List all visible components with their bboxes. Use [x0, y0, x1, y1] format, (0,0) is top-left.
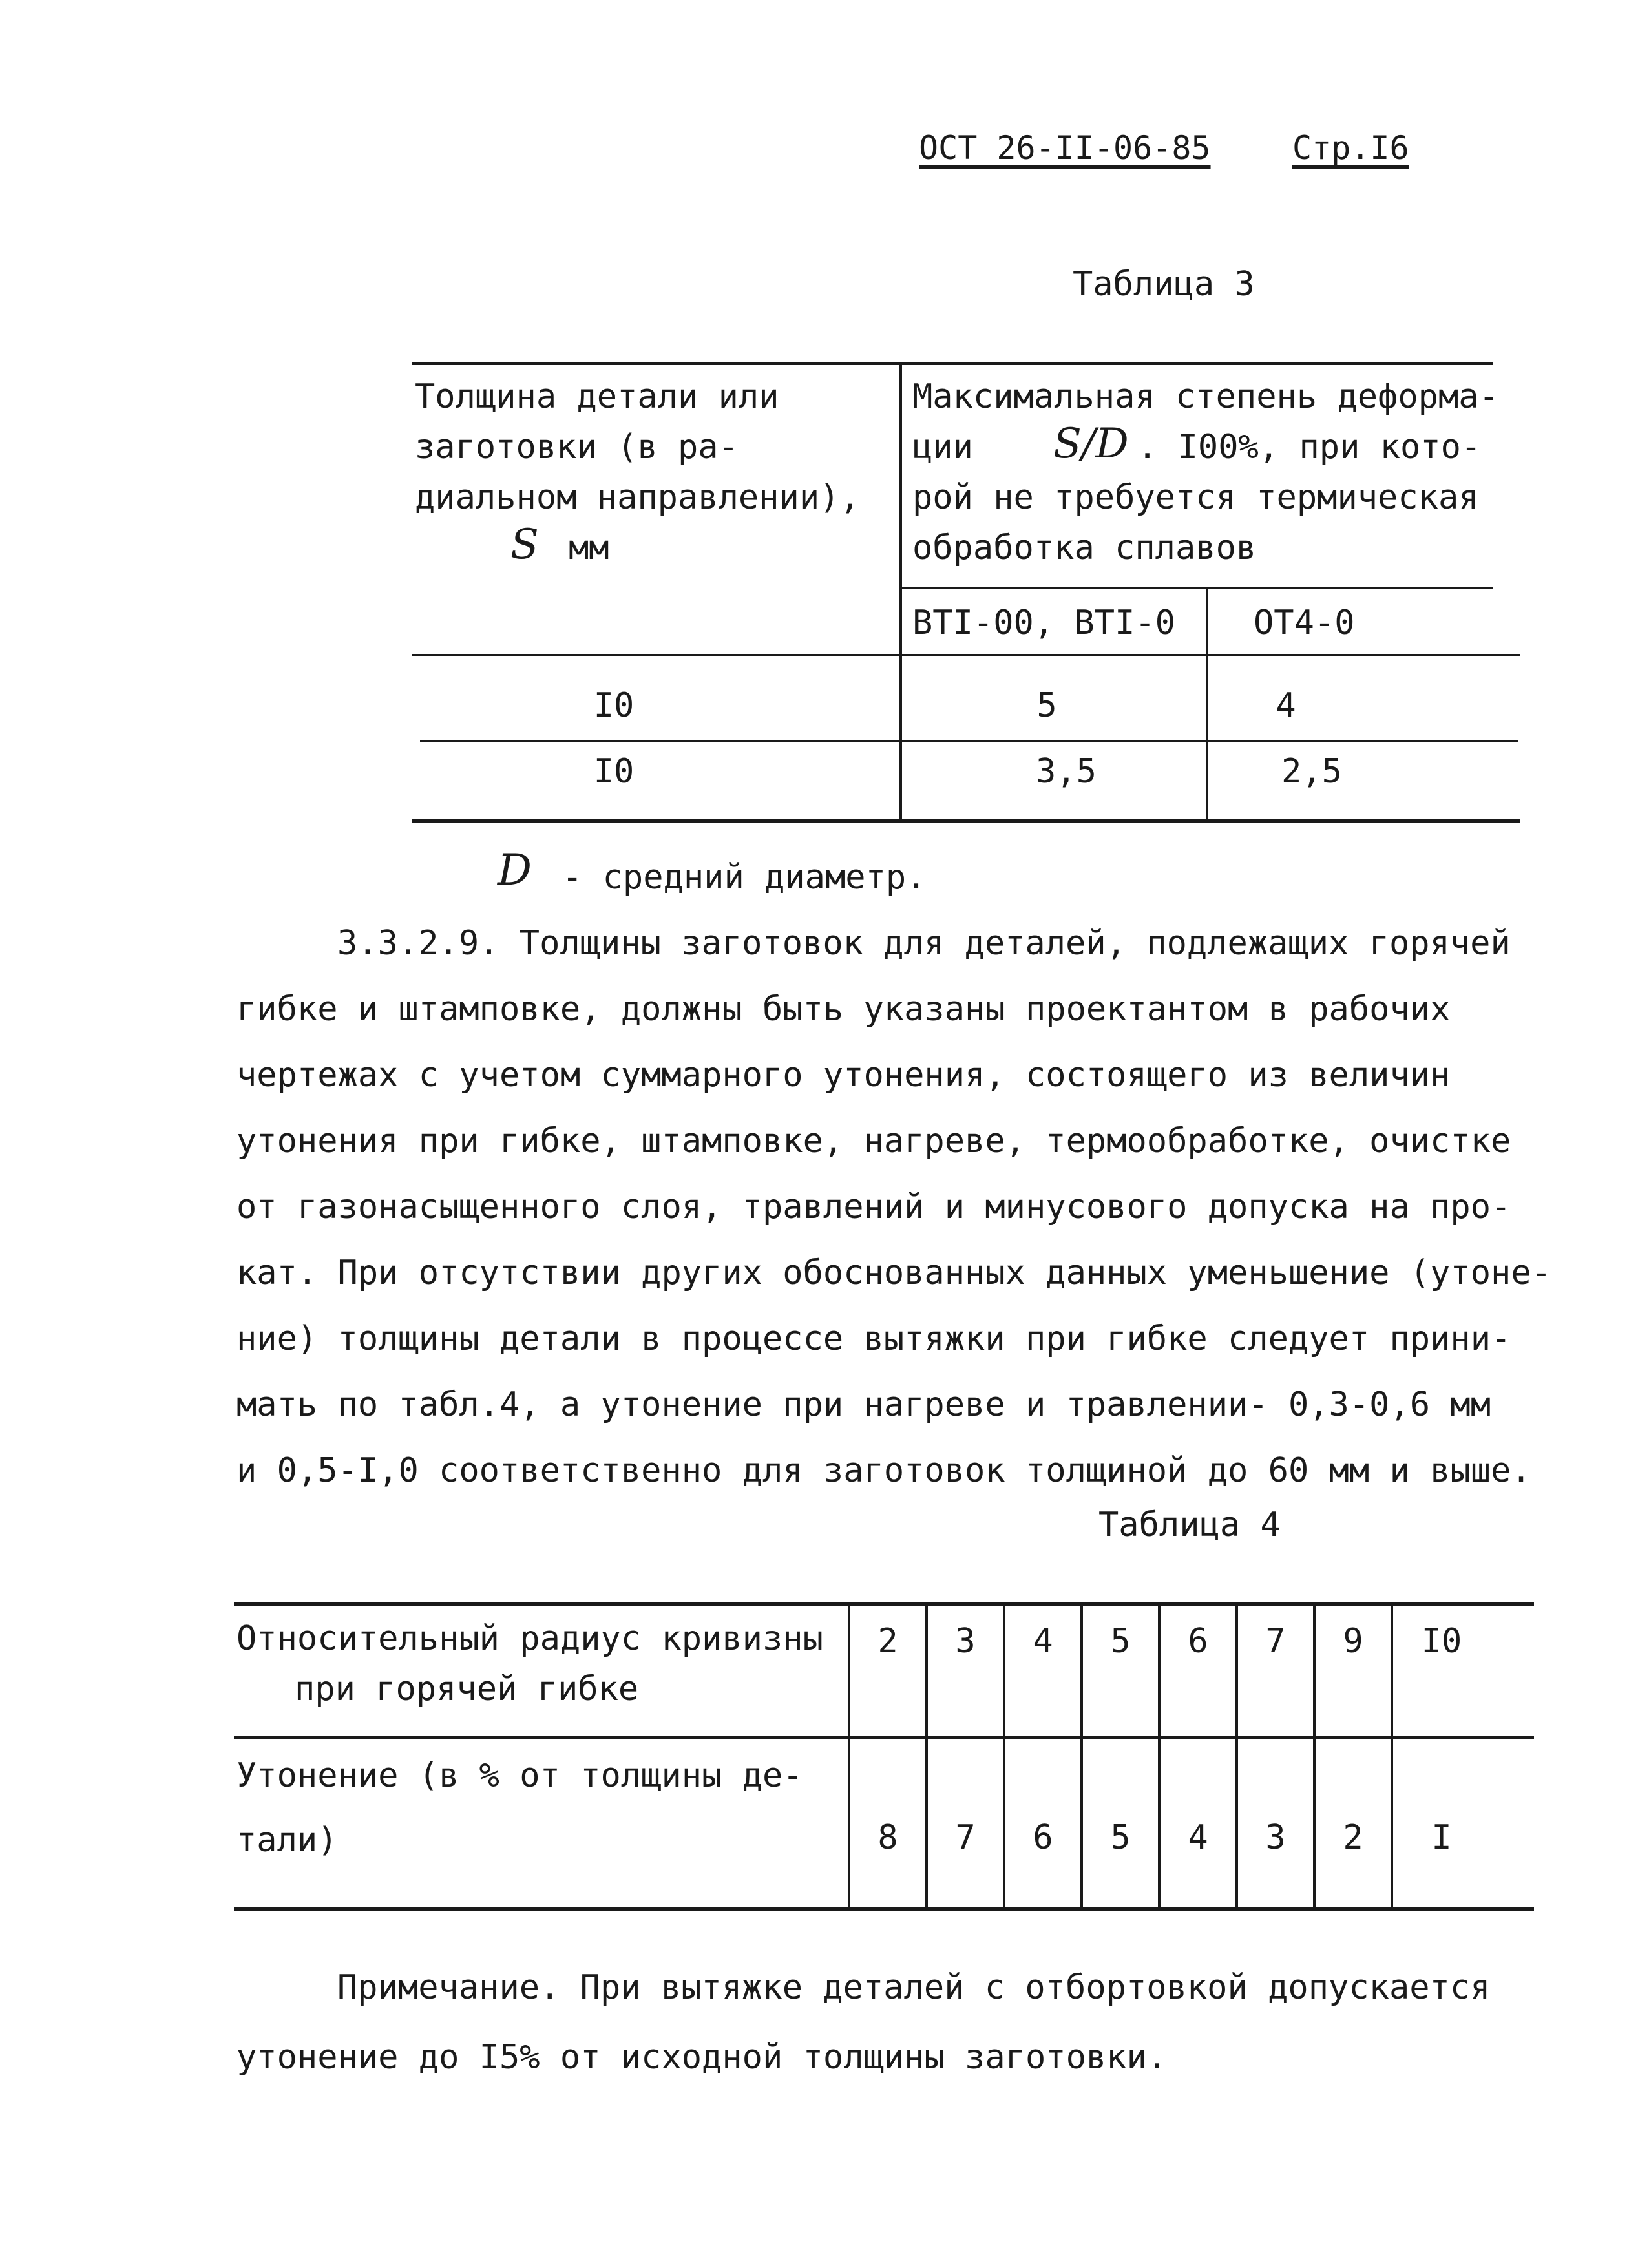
- document-code: ОСТ 26-II-06-85: [919, 129, 1211, 167]
- paragraph-line: от газонасыщенного слоя, травлений и минусового допуска на про-: [236, 1188, 1511, 1226]
- table4-cell: 5: [1110, 1818, 1131, 1857]
- paragraph-line: ние) толщины детали в процессе вытяжки при гибке следует прини-: [236, 1319, 1511, 1358]
- page-number: Стр.I6: [1292, 129, 1409, 167]
- thickness-unit: мм: [569, 529, 609, 567]
- paragraph-line: и 0,5-I,0 соответственно для заготовок толщиной до 60 мм и выше.: [236, 1451, 1531, 1490]
- table3-cell-thickness: I0: [593, 686, 635, 725]
- paragraph-line: утонения при гибке, штамповке, нагреве, термообработке, очистке: [236, 1122, 1511, 1160]
- table3-cell-ot: 4: [1276, 686, 1296, 725]
- table3-col2-header-line: . I00%, при кото-: [1137, 428, 1482, 467]
- table4-cell: 2: [877, 1622, 898, 1661]
- table4-cell: 8: [877, 1818, 898, 1857]
- table3-col2-header-line: обработка сплавов: [912, 529, 1257, 567]
- paragraph-line: чертежах с учетом суммарного утонения, состоящего из величин: [236, 1056, 1451, 1095]
- table3-subcol-divider: [1206, 588, 1208, 822]
- table4-row1-label: Относительный радиус кривизны: [236, 1619, 823, 1658]
- table4-mid-rule: [234, 1736, 1534, 1739]
- table3-cell-bt: 5: [1036, 686, 1057, 725]
- table3-header-bottom-rule: [412, 654, 1520, 656]
- table4-cell: 3: [1265, 1818, 1286, 1857]
- paragraph-line: кат. При отсутствии других обоснованных данных уменьшение (утоне-: [236, 1254, 1551, 1292]
- table3-col1-header-line: заготовки (в ра-: [415, 428, 739, 467]
- table4-cell: 7: [955, 1818, 976, 1857]
- table4-row2-label: тали): [236, 1821, 338, 1860]
- table4-cell: I0: [1421, 1622, 1462, 1661]
- table4-cell: 2: [1343, 1818, 1363, 1857]
- table3-col-divider: [899, 362, 902, 822]
- paragraph-line: мать по табл.4, а утонение при нагреве и травлении- 0,3-0,6 мм: [236, 1385, 1491, 1424]
- table4-cell: 4: [1033, 1622, 1053, 1661]
- paragraph-line: 3.3.2.9. Толщины заготовок для деталей, подлежащих горячей: [337, 924, 1511, 963]
- table4-cell: 6: [1188, 1622, 1208, 1661]
- table4-row2-label: Утонение (в % от толщины де-: [236, 1756, 803, 1795]
- table4-cell: I: [1431, 1818, 1452, 1857]
- table3-row-rule: [420, 740, 1518, 742]
- table3-top-rule: [412, 362, 1493, 365]
- table4-caption: Таблица 4: [1098, 1506, 1281, 1544]
- table3-col2-header-line: Максимальная степень деформа-: [912, 377, 1499, 416]
- paragraph-line: гибке и штамповке, должны быть указаны проектантом в рабочих: [236, 990, 1451, 1029]
- table3-subheader-ot: ОТ4-0: [1254, 604, 1355, 642]
- deformation-formula: S/D: [1053, 420, 1129, 468]
- table4-bottom-rule: [234, 1907, 1534, 1911]
- table4-cell: 6: [1033, 1818, 1053, 1857]
- diameter-symbol: D: [498, 845, 532, 895]
- table4-cell: 7: [1265, 1622, 1286, 1661]
- diameter-note: - средний диаметр.: [562, 858, 927, 897]
- table3-col1-header-line: Толщина детали или: [415, 377, 779, 416]
- table3-cell-bt: 3,5: [1036, 752, 1097, 791]
- table4-cell: 9: [1343, 1622, 1363, 1661]
- table3-col1-header-line: диальном направлении),: [415, 478, 860, 517]
- table3-subheader-rule: [901, 587, 1493, 589]
- table4-cell: 4: [1188, 1818, 1208, 1857]
- table4-row1-label: при горячей гибке: [295, 1670, 639, 1708]
- table3-cell-thickness: I0: [593, 752, 635, 791]
- table3-col2-header-line: рой не требуется термическая: [912, 478, 1479, 517]
- remark-line: утонение до I5% от исходной толщины заготовки.: [236, 2038, 1168, 2077]
- table4-cell: 5: [1110, 1622, 1131, 1661]
- table3-caption: Таблица 3: [1073, 265, 1255, 304]
- table4-top-rule: [234, 1602, 1534, 1606]
- thickness-symbol: S: [510, 521, 539, 569]
- table3-col2-header-line: ции: [912, 428, 973, 467]
- table3-bottom-rule: [412, 819, 1520, 823]
- remark-line: Примечание. При вытяжке деталей с отбортовкой допускается: [337, 1968, 1491, 2007]
- table3-subheader-bt: ВТI-00, ВТI-0: [912, 604, 1175, 642]
- table4-cell: 3: [955, 1622, 976, 1661]
- table3-cell-ot: 2,5: [1281, 752, 1342, 791]
